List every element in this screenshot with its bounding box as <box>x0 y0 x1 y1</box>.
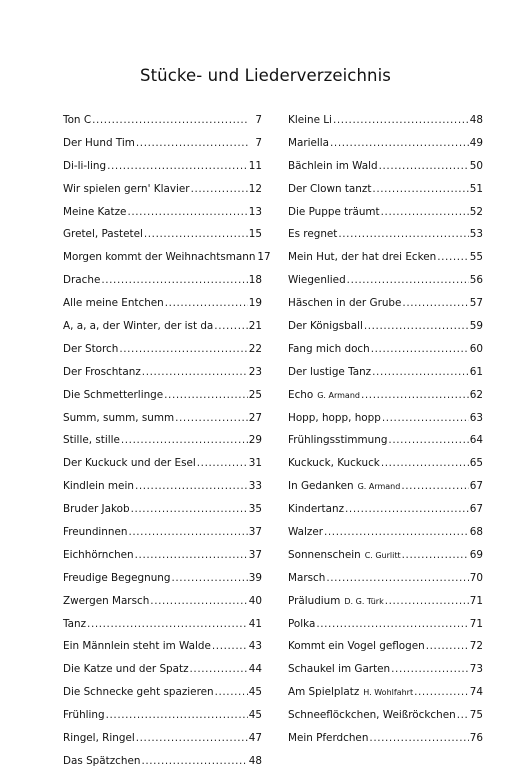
dot-leader <box>190 658 248 681</box>
toc-entry <box>63 155 262 178</box>
dot-leader <box>107 155 248 178</box>
dot-leader <box>316 613 468 636</box>
toc-entry <box>288 429 483 452</box>
dot-leader <box>171 567 247 590</box>
dot-leader <box>142 361 248 384</box>
toc-entry-page-number: 70 <box>469 571 483 584</box>
toc-entry <box>63 338 262 361</box>
toc-entry <box>63 315 262 338</box>
toc-entry <box>288 201 483 224</box>
toc-entry-title: Die Puppe träumt <box>288 205 380 218</box>
dot-leader <box>437 246 469 269</box>
toc-entry <box>63 590 262 613</box>
toc-entry-title: Es regnet <box>288 228 338 241</box>
toc-entry-title: Der Froschtanz <box>63 365 141 378</box>
toc-entry <box>63 429 262 452</box>
toc-entry-title: Der Kuckuck und der Esel <box>63 457 196 470</box>
toc-entry <box>63 613 262 636</box>
toc-entry-title: Tanz <box>63 617 87 630</box>
toc-entry-page-number: 50 <box>469 159 483 172</box>
toc-entry <box>63 452 262 475</box>
dot-leader <box>333 109 469 132</box>
toc-entry-title: Ton C <box>63 114 92 126</box>
toc-entry-title: Gretel, Pastetel <box>63 228 143 241</box>
toc-left-column <box>63 109 271 773</box>
toc-entry-title: Die Schmetterlinge <box>63 388 164 401</box>
toc-entry-title: Der Hund Tim <box>63 136 135 149</box>
toc-entry-title: Di-li-ling <box>63 159 107 172</box>
toc-entry-page-number: 7 <box>255 136 262 149</box>
dot-leader <box>391 658 469 681</box>
toc-entry-page-number: 74 <box>469 686 483 699</box>
toc-entry <box>63 407 262 430</box>
dot-leader <box>402 544 469 567</box>
toc-entry <box>63 384 262 407</box>
toc-entry <box>63 658 262 681</box>
dot-leader <box>165 292 248 315</box>
toc-entry-composer: G. Armand <box>317 390 360 400</box>
toc-entry-page-number: 49 <box>469 136 483 149</box>
dot-leader <box>361 384 469 407</box>
dot-leader <box>457 704 469 727</box>
dot-leader <box>197 452 248 475</box>
toc-entry <box>63 201 262 224</box>
toc-entry-title: Der Clown tanzt <box>288 182 372 195</box>
toc-entry <box>288 475 483 498</box>
toc-entry-title: Am Spielplatz <box>288 686 360 699</box>
dot-leader <box>369 727 468 750</box>
dot-leader <box>401 475 468 498</box>
toc-entry <box>288 109 483 132</box>
toc-entry-title: Walzer <box>288 526 323 539</box>
dot-leader <box>388 429 468 452</box>
toc-entry <box>288 132 483 155</box>
toc-entry-title: Der lustige Tanz <box>288 365 372 378</box>
toc-entry-title: Sonnenschein <box>288 548 361 561</box>
toc-entry-title: Häschen in der Grube <box>288 297 402 310</box>
dot-leader <box>381 452 469 475</box>
toc-entry-page-number: 43 <box>248 640 262 653</box>
toc-entry <box>63 223 262 246</box>
dot-leader <box>382 407 469 430</box>
toc-entry-composer: C. Gurlitt <box>364 550 401 560</box>
toc-entry <box>288 567 483 590</box>
toc-entry-title: Das Spätzchen <box>63 754 141 767</box>
toc-entry-page-number: 33 <box>248 480 262 493</box>
toc-entry-title: In Gedanken <box>288 480 354 493</box>
toc-entry-title: Morgen kommt der Weihnachtsmann <box>63 251 256 264</box>
toc-entry-title: Zwergen Marsch <box>63 594 150 607</box>
toc-entry-title: Ringel, Ringel <box>63 732 135 745</box>
toc-entry-title: Fang mich doch <box>288 342 370 355</box>
toc-entry <box>288 704 483 727</box>
dot-leader <box>164 384 248 407</box>
toc-entry-title: Schaukel im Garten <box>288 663 391 676</box>
toc-entry-title: Ein Männlein steht im Walde <box>63 640 211 653</box>
toc-entry-page-number: 60 <box>469 342 483 355</box>
dot-leader <box>372 361 469 384</box>
toc-entry <box>63 727 262 750</box>
toc-right-column <box>288 109 483 750</box>
dot-leader <box>324 521 469 544</box>
toc-entry <box>288 155 483 178</box>
toc-entry-page-number: 44 <box>248 663 262 676</box>
dot-leader <box>426 635 469 658</box>
toc-entry-title: Der Storch <box>63 342 119 355</box>
toc-entry-title: Bruder Jakob <box>63 503 130 516</box>
toc-entry-page-number: 31 <box>248 457 262 470</box>
toc-entry-title: Mein Pferdchen <box>288 732 369 745</box>
toc-entry-title: Freudige Begegnung <box>63 571 171 584</box>
toc-entry-title: Wir spielen gern' Klavier <box>63 182 190 195</box>
toc-entry-title: Mariella <box>288 136 330 149</box>
toc-entry-page-number: 62 <box>469 388 483 401</box>
toc-entry-page-number: 48 <box>248 754 262 767</box>
dot-leader <box>215 681 248 704</box>
dot-leader <box>136 132 249 155</box>
toc-entry <box>288 635 483 658</box>
toc-entry <box>288 223 483 246</box>
dot-leader <box>338 223 468 246</box>
toc-entry <box>288 361 483 384</box>
toc-entry-page-number: 67 <box>469 480 483 493</box>
toc-entry-page-number: 17 <box>257 251 271 264</box>
toc-entry-page-number: 75 <box>469 709 483 722</box>
toc-entry-page-number: 29 <box>248 434 262 447</box>
toc-entry <box>288 407 483 430</box>
toc-entry <box>288 498 483 521</box>
toc-entry <box>288 544 483 567</box>
toc-entry-title: Kindlein mein <box>63 480 134 493</box>
toc-entry-title: Stille, stille <box>63 434 120 447</box>
toc-entry <box>63 521 262 544</box>
dot-leader <box>121 429 248 452</box>
dot-leader <box>191 178 248 201</box>
dot-leader <box>150 590 247 613</box>
toc-entry-title: Präludium <box>288 594 341 607</box>
toc-entry-page-number: 41 <box>248 617 262 630</box>
toc-entry <box>63 635 262 658</box>
toc-entry-title: Bächlein im Wald <box>288 159 378 172</box>
toc-entry-composer: H. Wohlfahrt <box>363 688 414 698</box>
toc-entry-title: A, a, a, der Winter, der ist da <box>63 320 214 333</box>
dot-leader <box>414 681 469 704</box>
toc-entry-title: Der Königsball <box>288 320 363 333</box>
toc-entry <box>63 292 262 315</box>
toc-entry-title: Frühlingsstimmung <box>288 434 388 447</box>
dot-leader <box>379 155 469 178</box>
toc-entry <box>63 178 262 201</box>
toc-entry-page-number: 48 <box>469 114 483 126</box>
toc-entry <box>288 292 483 315</box>
toc-entry-title: Hopp, hopp, hopp <box>288 411 381 424</box>
dot-leader <box>87 613 248 636</box>
dot-leader <box>136 727 248 750</box>
toc-entry-page-number: 76 <box>469 732 483 745</box>
dot-leader <box>214 315 247 338</box>
toc-entry-title: Wiegenlied <box>288 274 346 287</box>
toc-entry-title: Mein Hut, der hat drei Ecken <box>288 251 437 264</box>
toc-entry-page-number: 45 <box>248 686 262 699</box>
toc-entry <box>288 452 483 475</box>
toc-entry-page-number: 56 <box>469 274 483 287</box>
toc-entry-page-number: 67 <box>469 503 483 516</box>
toc-entry-page-number: 72 <box>469 640 483 653</box>
toc-entry-title: Kommt ein Vogel geflogen <box>288 640 425 653</box>
toc-entry-page-number: 37 <box>248 548 262 561</box>
toc-entry-title: Kuckuck, Kuckuck <box>288 457 380 470</box>
toc-entry <box>288 521 483 544</box>
toc-entry <box>288 613 483 636</box>
toc-entry-title: Frühling <box>63 709 105 722</box>
toc-entry-page-number: 45 <box>248 709 262 722</box>
toc-entry <box>63 269 262 292</box>
toc-entry-page-number: 71 <box>469 594 483 607</box>
toc-entry <box>288 681 483 704</box>
dot-leader <box>141 750 247 773</box>
dot-leader <box>135 544 248 567</box>
toc-entry <box>63 361 262 384</box>
toc-entry-title: Kleine Li <box>288 114 332 126</box>
toc-entry-title: Echo <box>288 388 314 401</box>
dot-leader <box>131 498 248 521</box>
toc-entry <box>63 475 262 498</box>
toc-entry <box>288 246 483 269</box>
dot-leader <box>135 475 248 498</box>
toc-entry <box>63 109 262 132</box>
toc-entry-page-number: 63 <box>469 411 483 424</box>
toc-entry-page-number: 39 <box>248 571 262 584</box>
toc-entry-page-number: 40 <box>248 594 262 607</box>
toc-entry-title: Alle meine Entchen <box>63 297 164 310</box>
dot-leader <box>144 223 248 246</box>
toc-entry-page-number: 23 <box>248 365 262 378</box>
toc-entry-page-number: 52 <box>469 205 483 218</box>
toc-entry-title: Polka <box>288 617 316 630</box>
toc-entry-page-number: 47 <box>248 732 262 745</box>
toc-entry-page-number: 64 <box>469 434 483 447</box>
dot-leader <box>175 407 248 430</box>
toc-entry-page-number: 53 <box>469 228 483 241</box>
dot-leader <box>330 132 469 155</box>
dot-leader <box>326 567 468 590</box>
toc-entry <box>63 567 262 590</box>
toc-entry <box>288 590 483 613</box>
dot-leader <box>92 109 249 132</box>
toc-entry-page-number: 15 <box>248 228 262 241</box>
toc-entry-page-number: 55 <box>469 251 483 264</box>
dot-leader <box>212 635 248 658</box>
dot-leader <box>128 521 247 544</box>
toc-entry-title: Schneeflöckchen, Weißröckchen <box>288 709 456 722</box>
toc-entry <box>63 544 262 567</box>
toc-entry <box>288 338 483 361</box>
toc-entry-page-number: 69 <box>469 548 483 561</box>
dot-leader <box>345 498 469 521</box>
toc-entry-title: Meine Katze <box>63 205 127 218</box>
toc-entry <box>63 132 262 155</box>
toc-entry-composer: D. G. Türk <box>344 596 384 606</box>
toc-entry-page-number: 19 <box>248 297 262 310</box>
toc-entry-composer: G. Armand <box>357 482 401 492</box>
dot-leader <box>364 315 469 338</box>
toc-entry <box>63 498 262 521</box>
toc-entry-page-number: 11 <box>248 159 262 172</box>
dot-leader <box>402 292 468 315</box>
toc-entry-page-number: 51 <box>469 182 483 195</box>
toc-entry-page-number: 7 <box>255 114 262 126</box>
dot-leader <box>106 704 248 727</box>
toc-entry <box>288 269 483 292</box>
toc-entry <box>288 658 483 681</box>
toc-entry-page-number: 18 <box>248 274 262 287</box>
toc-entry-page-number: 25 <box>248 388 262 401</box>
toc-entry <box>288 384 483 407</box>
toc-entry <box>63 750 262 773</box>
dot-leader <box>347 269 469 292</box>
toc-entry <box>288 315 483 338</box>
toc-entry-title: Drache <box>63 274 101 287</box>
toc-entry <box>63 246 271 269</box>
dot-leader <box>372 178 468 201</box>
toc-entry-page-number: 35 <box>248 503 262 516</box>
toc-entry-page-number: 59 <box>469 320 483 333</box>
dot-leader <box>119 338 247 361</box>
dot-leader <box>385 590 469 613</box>
dot-leader <box>371 338 469 361</box>
dot-leader <box>101 269 247 292</box>
toc-entry-page-number: 21 <box>248 320 262 333</box>
toc-entry-title: Eichhörnchen <box>63 548 134 561</box>
page-title: Stücke- und Liederverzeichnis <box>140 66 391 85</box>
toc-entry-page-number: 61 <box>469 365 483 378</box>
toc-entry-page-number: 65 <box>469 457 483 470</box>
toc-entry-title: Marsch <box>288 571 326 584</box>
toc-entry-title: Kindertanz <box>288 503 345 516</box>
dot-leader <box>127 201 247 224</box>
toc-entry-title: Summ, summ, summ <box>63 411 175 424</box>
toc-entry-page-number: 22 <box>248 342 262 355</box>
toc-entry <box>63 704 262 727</box>
toc-entry <box>288 727 483 750</box>
dot-leader <box>381 201 469 224</box>
toc-entry-title: Die Katze und der Spatz <box>63 663 189 676</box>
toc-entry-page-number: 27 <box>248 411 262 424</box>
toc-entry-page-number: 13 <box>248 205 262 218</box>
toc-entry-title: Freundinnen <box>63 526 128 539</box>
toc-entry-page-number: 73 <box>469 663 483 676</box>
toc-entry-title: Die Schnecke geht spazieren <box>63 686 214 699</box>
toc-entry-page-number: 37 <box>248 526 262 539</box>
toc-entry <box>63 681 262 704</box>
toc-entry-page-number: 57 <box>469 297 483 310</box>
toc-entry-page-number: 71 <box>469 617 483 630</box>
toc-entry-page-number: 12 <box>248 182 262 195</box>
toc-entry-page-number: 68 <box>469 526 483 539</box>
toc-entry <box>288 178 483 201</box>
